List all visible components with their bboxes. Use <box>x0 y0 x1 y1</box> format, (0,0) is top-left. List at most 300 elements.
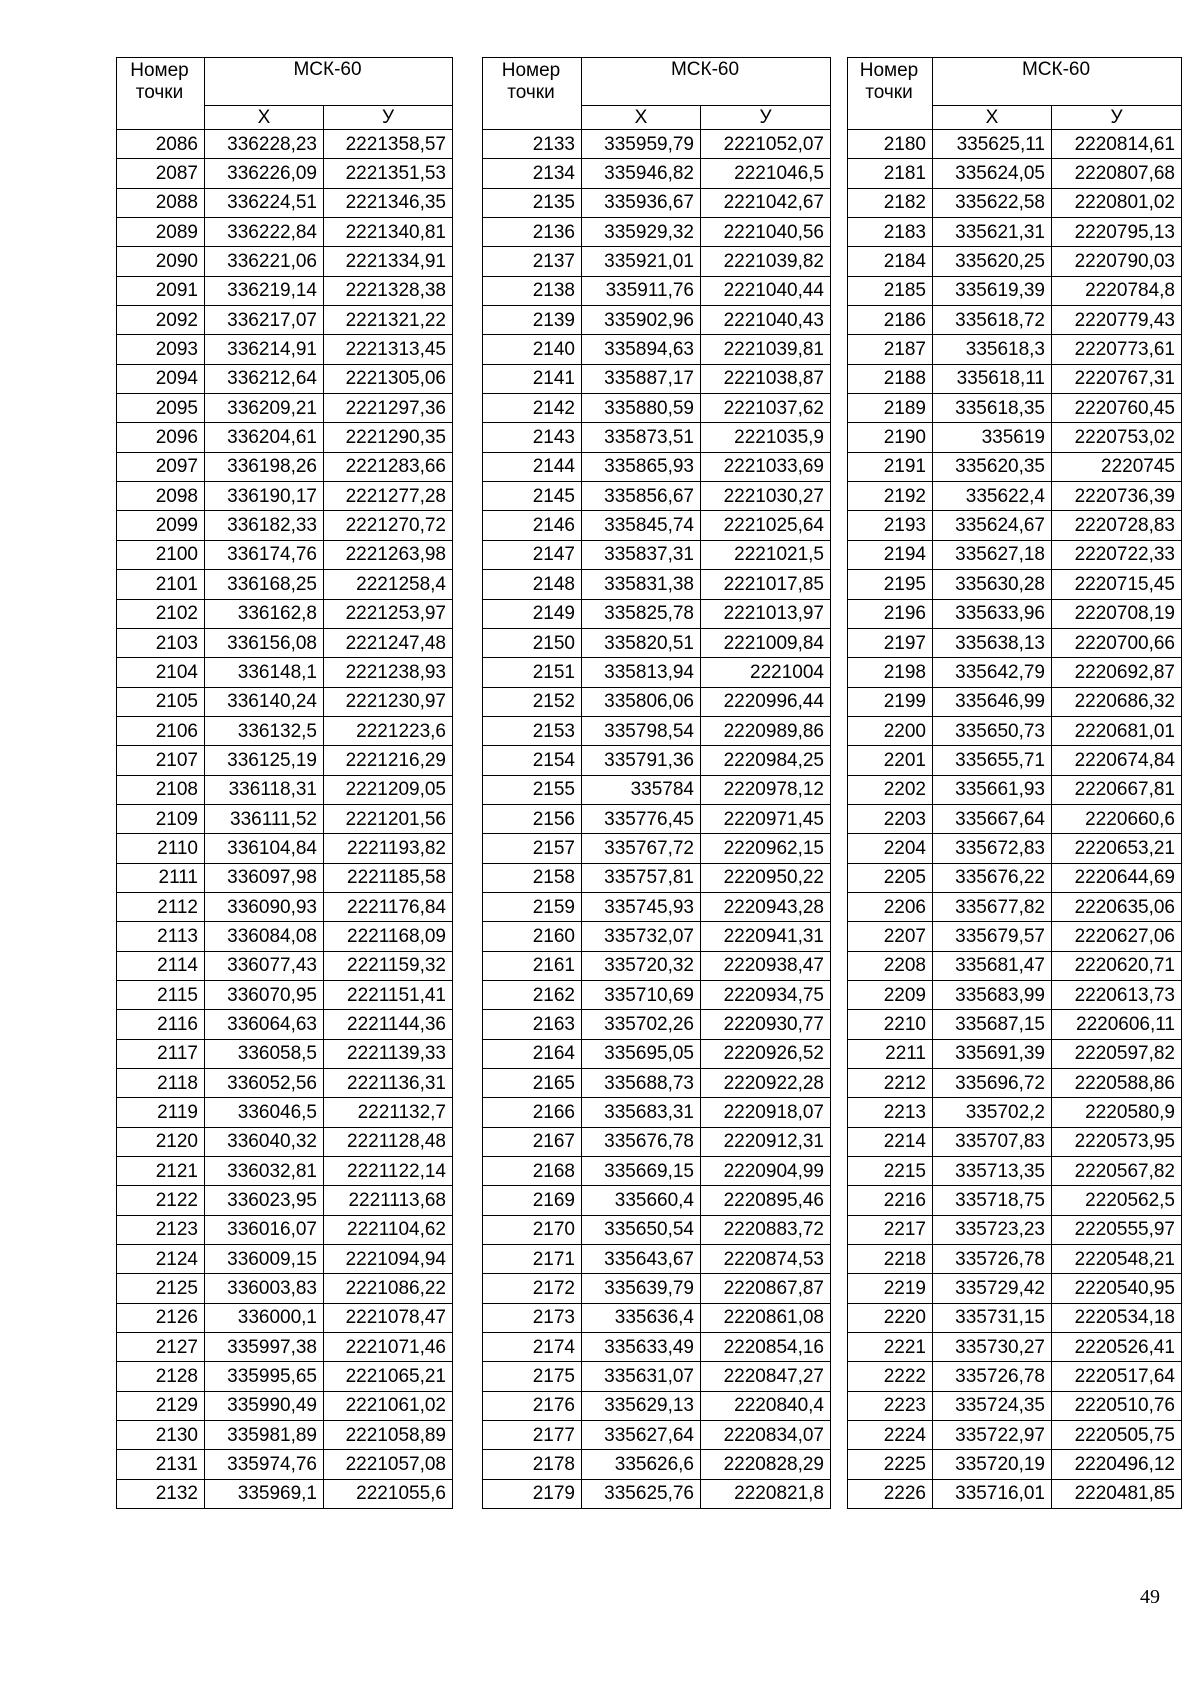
y-coordinate-cell: 2220922,28 <box>701 1069 831 1098</box>
point-number-cell: 2182 <box>848 188 933 217</box>
y-coordinate-cell: 2220784,8 <box>1052 276 1182 305</box>
y-coordinate-cell: 2221136,31 <box>324 1069 453 1098</box>
point-number-cell: 2104 <box>117 658 205 687</box>
y-coordinate-cell: 2221230,97 <box>324 687 453 716</box>
x-coordinate-cell: 335856,67 <box>582 482 701 511</box>
x-coordinate-cell: 335618,3 <box>933 335 1052 364</box>
table-row <box>848 1098 1182 1127</box>
x-coordinate-cell: 335676,22 <box>933 863 1052 892</box>
table-row <box>483 1333 831 1362</box>
point-number-cell: 2184 <box>848 247 933 276</box>
page-number: 49 <box>1140 1586 1160 1608</box>
x-coordinate-cell: 335683,31 <box>582 1098 701 1127</box>
y-coordinate-cell: 2221039,82 <box>701 247 831 276</box>
table-row <box>848 188 1182 217</box>
y-coordinate-cell: 2220801,02 <box>1052 188 1182 217</box>
point-number-cell: 2216 <box>848 1186 933 1215</box>
x-coordinate-cell: 335622,58 <box>933 188 1052 217</box>
table-row <box>483 1450 831 1479</box>
x-coordinate-cell: 335679,57 <box>933 922 1052 951</box>
x-coordinate-cell: 336214,91 <box>205 335 324 364</box>
table-row <box>117 1098 453 1127</box>
y-coordinate-cell: 2221321,22 <box>324 306 453 335</box>
point-number-cell: 2196 <box>848 599 933 628</box>
y-coordinate-cell: 2221258,4 <box>324 570 453 599</box>
y-coordinate-cell: 2220941,31 <box>701 922 831 951</box>
x-coordinate-cell: 335620,25 <box>933 247 1052 276</box>
y-coordinate-cell: 2220510,76 <box>1052 1391 1182 1420</box>
point-number-cell: 2149 <box>483 599 582 628</box>
y-coordinate-cell: 2220962,15 <box>701 834 831 863</box>
point-number-cell: 2094 <box>117 364 205 393</box>
x-coordinate-cell: 335619 <box>933 423 1052 452</box>
x-coordinate-cell: 335621,31 <box>933 218 1052 247</box>
y-coordinate-cell: 2220736,39 <box>1052 482 1182 511</box>
y-coordinate-cell: 2221058,89 <box>324 1421 453 1450</box>
x-coordinate-cell: 336111,52 <box>205 804 324 833</box>
table-row <box>117 1333 453 1362</box>
table-row <box>848 511 1182 540</box>
x-coordinate-cell: 335729,42 <box>933 1274 1052 1303</box>
table-row <box>117 130 453 159</box>
y-coordinate-cell: 2221038,87 <box>701 364 831 393</box>
y-coordinate-cell: 2220828,29 <box>701 1450 831 1479</box>
x-coordinate-cell: 336156,08 <box>205 628 324 657</box>
y-coordinate-cell: 2220692,87 <box>1052 658 1182 687</box>
table-row <box>848 1421 1182 1450</box>
y-coordinate-cell: 2221168,09 <box>324 922 453 951</box>
point-number-cell: 2186 <box>848 306 933 335</box>
y-coordinate-cell: 2221104,62 <box>324 1215 453 1244</box>
coord-system-header: МСК-60 <box>582 58 831 106</box>
x-coordinate-cell: 335798,54 <box>582 716 701 745</box>
point-number-cell: 2189 <box>848 394 933 423</box>
y-coordinate-cell: 2221151,41 <box>324 980 453 1009</box>
y-coordinate-cell: 2221305,06 <box>324 364 453 393</box>
point-number-cell: 2112 <box>117 892 205 921</box>
x-coordinate-cell: 335726,78 <box>933 1245 1052 1274</box>
table-row <box>848 452 1182 481</box>
y-coordinate-cell: 2221334,91 <box>324 247 453 276</box>
y-coordinate-cell: 2221313,45 <box>324 335 453 364</box>
table-row <box>848 218 1182 247</box>
table-row <box>117 951 453 980</box>
x-coordinate-cell: 336132,5 <box>205 716 324 745</box>
point-number-cell: 2108 <box>117 775 205 804</box>
table-row <box>117 1421 453 1450</box>
x-coordinate-cell: 335683,99 <box>933 980 1052 1009</box>
y-coordinate-cell: 2221122,14 <box>324 1157 453 1186</box>
x-coordinate-cell: 336118,31 <box>205 775 324 804</box>
point-number-cell: 2093 <box>117 335 205 364</box>
point-number-cell: 2105 <box>117 687 205 716</box>
x-coordinate-cell: 336040,32 <box>205 1127 324 1156</box>
point-number-cell: 2160 <box>483 922 582 951</box>
table-row <box>848 834 1182 863</box>
table-row <box>848 1157 1182 1186</box>
x-coordinate-cell: 335618,35 <box>933 394 1052 423</box>
point-number-cell: 2111 <box>117 863 205 892</box>
point-number-cell: 2140 <box>483 335 582 364</box>
point-number-cell: 2086 <box>117 130 205 159</box>
x-coordinate-cell: 335716,01 <box>933 1479 1052 1508</box>
table-row <box>483 599 831 628</box>
table-row <box>483 834 831 863</box>
point-number-cell: 2171 <box>483 1245 582 1274</box>
point-number-cell: 2170 <box>483 1215 582 1244</box>
y-coordinate-cell: 2221013,97 <box>701 599 831 628</box>
point-number-cell: 2222 <box>848 1362 933 1391</box>
point-number-cell: 2153 <box>483 716 582 745</box>
y-coordinate-cell: 2221065,21 <box>324 1362 453 1391</box>
x-coordinate-cell: 335902,96 <box>582 306 701 335</box>
y-coordinate-cell: 2220883,72 <box>701 1215 831 1244</box>
y-coordinate-cell: 2220834,07 <box>701 1421 831 1450</box>
point-number-cell: 2174 <box>483 1333 582 1362</box>
x-coordinate-cell: 336046,5 <box>205 1098 324 1127</box>
x-coordinate-cell: 335997,38 <box>205 1333 324 1362</box>
y-header: У <box>701 106 831 130</box>
table-row <box>117 804 453 833</box>
table-row <box>117 1479 453 1508</box>
y-coordinate-cell: 2220874,53 <box>701 1245 831 1274</box>
table-row <box>848 1391 1182 1420</box>
y-coordinate-cell: 2220715,45 <box>1052 570 1182 599</box>
point-number-cell: 2139 <box>483 306 582 335</box>
point-number-cell: 2107 <box>117 746 205 775</box>
y-coordinate-cell: 2220971,45 <box>701 804 831 833</box>
x-coordinate-cell: 336077,43 <box>205 951 324 980</box>
y-coordinate-cell: 2221035,9 <box>701 423 831 452</box>
point-number-cell: 2129 <box>117 1391 205 1420</box>
x-coordinate-cell: 335624,67 <box>933 511 1052 540</box>
x-coordinate-cell: 335731,15 <box>933 1303 1052 1332</box>
y-coordinate-cell: 2221052,07 <box>701 130 831 159</box>
y-coordinate-cell: 2221128,48 <box>324 1127 453 1156</box>
y-coordinate-cell: 2221040,56 <box>701 218 831 247</box>
x-coordinate-cell: 335681,47 <box>933 951 1052 980</box>
point-number-cell: 2114 <box>117 951 205 980</box>
table-row <box>848 1127 1182 1156</box>
point-number-header: Номер точки <box>117 58 205 130</box>
y-coordinate-cell: 2220562,5 <box>1052 1186 1182 1215</box>
point-number-cell: 2088 <box>117 188 205 217</box>
point-number-cell: 2154 <box>483 746 582 775</box>
x-coordinate-cell: 335687,15 <box>933 1010 1052 1039</box>
y-coordinate-cell: 2221094,94 <box>324 1245 453 1274</box>
x-coordinate-cell: 336222,84 <box>205 218 324 247</box>
y-coordinate-cell: 2220760,45 <box>1052 394 1182 423</box>
table-row <box>483 364 831 393</box>
x-coordinate-cell: 335806,06 <box>582 687 701 716</box>
table-row <box>483 1010 831 1039</box>
y-coordinate-cell: 2220567,82 <box>1052 1157 1182 1186</box>
x-coordinate-cell: 335820,51 <box>582 628 701 657</box>
table-row <box>117 1157 453 1186</box>
table-row <box>848 628 1182 657</box>
point-number-cell: 2217 <box>848 1215 933 1244</box>
y-coordinate-cell: 2221033,69 <box>701 452 831 481</box>
y-coordinate-cell: 2221078,47 <box>324 1303 453 1332</box>
x-coordinate-cell: 335745,93 <box>582 892 701 921</box>
x-coordinate-cell: 336168,25 <box>205 570 324 599</box>
x-coordinate-cell: 335713,35 <box>933 1157 1052 1186</box>
table-row <box>117 218 453 247</box>
point-number-header: Номер точки <box>848 58 933 130</box>
x-coordinate-cell: 335629,13 <box>582 1391 701 1420</box>
y-coordinate-cell: 2220534,18 <box>1052 1303 1182 1332</box>
x-coordinate-cell: 336221,06 <box>205 247 324 276</box>
table-row <box>117 1186 453 1215</box>
table-row <box>483 863 831 892</box>
point-number-cell: 2177 <box>483 1421 582 1450</box>
table-row <box>117 834 453 863</box>
table-row <box>483 276 831 305</box>
y-coordinate-cell: 2221046,5 <box>701 159 831 188</box>
y-coordinate-cell: 2221351,53 <box>324 159 453 188</box>
table-row <box>117 922 453 951</box>
point-number-cell: 2087 <box>117 159 205 188</box>
table-row <box>117 628 453 657</box>
x-coordinate-cell: 336125,19 <box>205 746 324 775</box>
point-number-cell: 2223 <box>848 1391 933 1420</box>
point-number-cell: 2178 <box>483 1450 582 1479</box>
point-number-cell: 2205 <box>848 863 933 892</box>
x-coordinate-cell: 335696,72 <box>933 1069 1052 1098</box>
table-row <box>848 1215 1182 1244</box>
y-coordinate-cell: 2220517,64 <box>1052 1362 1182 1391</box>
y-coordinate-cell: 2220526,41 <box>1052 1333 1182 1362</box>
y-coordinate-cell: 2221042,67 <box>701 188 831 217</box>
y-coordinate-cell: 2220573,95 <box>1052 1127 1182 1156</box>
x-coordinate-cell: 335723,23 <box>933 1215 1052 1244</box>
point-number-cell: 2116 <box>117 1010 205 1039</box>
y-coordinate-cell: 2220854,16 <box>701 1333 831 1362</box>
point-number-cell: 2096 <box>117 423 205 452</box>
table-row <box>483 452 831 481</box>
y-coordinate-cell: 2220918,07 <box>701 1098 831 1127</box>
x-coordinate-cell: 336009,15 <box>205 1245 324 1274</box>
point-number-cell: 2215 <box>848 1157 933 1186</box>
table-row <box>483 1245 831 1274</box>
point-number-cell: 2143 <box>483 423 582 452</box>
table-row <box>848 746 1182 775</box>
coord-system-header: МСК-60 <box>933 58 1182 106</box>
table-row <box>848 1010 1182 1039</box>
x-coordinate-cell: 336224,51 <box>205 188 324 217</box>
x-coordinate-cell: 335831,38 <box>582 570 701 599</box>
table-row <box>483 922 831 951</box>
table-row <box>848 306 1182 335</box>
point-number-cell: 2106 <box>117 716 205 745</box>
table-row <box>483 423 831 452</box>
table-row <box>848 687 1182 716</box>
point-number-cell: 2092 <box>117 306 205 335</box>
table-row <box>483 1421 831 1450</box>
table-row <box>848 1245 1182 1274</box>
table-row <box>117 1303 453 1332</box>
y-coordinate-cell: 2221159,32 <box>324 951 453 980</box>
point-number-cell: 2130 <box>117 1421 205 1450</box>
table-row <box>483 658 831 687</box>
point-number-cell: 2137 <box>483 247 582 276</box>
point-number-cell: 2110 <box>117 834 205 863</box>
table-row <box>483 335 831 364</box>
x-coordinate-cell: 335969,1 <box>205 1479 324 1508</box>
y-coordinate-cell: 2220708,19 <box>1052 599 1182 628</box>
table-row <box>117 482 453 511</box>
table-row <box>483 628 831 657</box>
x-coordinate-cell: 336070,95 <box>205 980 324 1009</box>
y-coordinate-cell: 2221283,66 <box>324 452 453 481</box>
table-row <box>848 335 1182 364</box>
table-row <box>848 1069 1182 1098</box>
table-row <box>483 218 831 247</box>
x-coordinate-cell: 335638,13 <box>933 628 1052 657</box>
table-row <box>848 1186 1182 1215</box>
x-coordinate-cell: 335650,73 <box>933 716 1052 745</box>
y-coordinate-cell: 2220943,28 <box>701 892 831 921</box>
table-row <box>117 892 453 921</box>
table-row <box>117 1069 453 1098</box>
x-coordinate-cell: 336016,07 <box>205 1215 324 1244</box>
point-number-cell: 2161 <box>483 951 582 980</box>
table-row <box>117 540 453 569</box>
table-row <box>848 394 1182 423</box>
point-number-cell: 2128 <box>117 1362 205 1391</box>
x-coordinate-cell: 335677,82 <box>933 892 1052 921</box>
y-coordinate-cell: 2220867,87 <box>701 1274 831 1303</box>
table-row <box>848 276 1182 305</box>
table-row <box>483 1391 831 1420</box>
y-coordinate-cell: 2220580,9 <box>1052 1098 1182 1127</box>
y-coordinate-cell: 2221040,43 <box>701 306 831 335</box>
y-coordinate-cell: 2220681,01 <box>1052 716 1182 745</box>
x-coordinate-cell: 335784 <box>582 775 701 804</box>
y-coordinate-cell: 2220496,12 <box>1052 1450 1182 1479</box>
table-row <box>848 482 1182 511</box>
table-row <box>117 1391 453 1420</box>
x-coordinate-cell: 335767,72 <box>582 834 701 863</box>
coord-system-header: МСК-60 <box>205 58 453 106</box>
point-number-cell: 2218 <box>848 1245 933 1274</box>
point-number-cell: 2156 <box>483 804 582 833</box>
table-row <box>848 716 1182 745</box>
point-number-cell: 2148 <box>483 570 582 599</box>
y-coordinate-cell: 2221223,6 <box>324 716 453 745</box>
table-row <box>483 1157 831 1186</box>
table-row <box>117 1215 453 1244</box>
x-coordinate-cell: 335676,78 <box>582 1127 701 1156</box>
point-number-cell: 2199 <box>848 687 933 716</box>
y-coordinate-cell: 2221004 <box>701 658 831 687</box>
table-row <box>483 1039 831 1068</box>
point-number-cell: 2203 <box>848 804 933 833</box>
y-coordinate-cell: 2220840,4 <box>701 1391 831 1420</box>
point-number-cell: 2089 <box>117 218 205 247</box>
y-coordinate-cell: 2220950,22 <box>701 863 831 892</box>
x-coordinate-cell: 335921,01 <box>582 247 701 276</box>
x-coordinate-cell: 336140,24 <box>205 687 324 716</box>
point-number-cell: 2166 <box>483 1098 582 1127</box>
coordinates-table-1 <box>116 57 453 1509</box>
x-coordinate-cell: 335720,32 <box>582 951 701 980</box>
point-number-cell: 2134 <box>483 159 582 188</box>
y-coordinate-cell: 2220613,73 <box>1052 980 1182 1009</box>
x-coordinate-cell: 336052,56 <box>205 1069 324 1098</box>
point-number-cell: 2159 <box>483 892 582 921</box>
x-coordinate-cell: 336104,84 <box>205 834 324 863</box>
x-coordinate-cell: 335894,63 <box>582 335 701 364</box>
table-row <box>848 130 1182 159</box>
x-coordinate-cell: 335995,65 <box>205 1362 324 1391</box>
table-row <box>117 716 453 745</box>
point-number-cell: 2200 <box>848 716 933 745</box>
y-coordinate-cell: 2221253,97 <box>324 599 453 628</box>
x-coordinate-cell: 335724,35 <box>933 1391 1052 1420</box>
x-coordinate-cell: 335655,71 <box>933 746 1052 775</box>
x-coordinate-cell: 335825,78 <box>582 599 701 628</box>
point-number-cell: 2101 <box>117 570 205 599</box>
table-row <box>117 394 453 423</box>
table-row <box>483 1069 831 1098</box>
table-row <box>117 1245 453 1274</box>
y-coordinate-cell: 2221216,29 <box>324 746 453 775</box>
y-coordinate-cell: 2220912,31 <box>701 1127 831 1156</box>
x-coordinate-cell: 335626,6 <box>582 1450 701 1479</box>
y-coordinate-cell: 2221297,36 <box>324 394 453 423</box>
coordinates-table-2 <box>482 57 831 1509</box>
y-coordinate-cell: 2220790,03 <box>1052 247 1182 276</box>
point-number-cell: 2098 <box>117 482 205 511</box>
table-row <box>117 364 453 393</box>
x-coordinate-cell: 336023,95 <box>205 1186 324 1215</box>
y-coordinate-cell: 2220674,84 <box>1052 746 1182 775</box>
x-coordinate-cell: 335981,89 <box>205 1421 324 1450</box>
table-row <box>483 1362 831 1391</box>
x-coordinate-cell: 335732,07 <box>582 922 701 951</box>
table-row <box>117 746 453 775</box>
x-coordinate-cell: 336000,1 <box>205 1303 324 1332</box>
y-coordinate-cell: 2221185,58 <box>324 863 453 892</box>
y-coordinate-cell: 2220606,11 <box>1052 1010 1182 1039</box>
coordinates-table-3 <box>847 57 1182 1509</box>
x-coordinate-cell: 335627,18 <box>933 540 1052 569</box>
point-number-cell: 2165 <box>483 1069 582 1098</box>
table-row <box>117 980 453 1009</box>
x-coordinate-cell: 335661,93 <box>933 775 1052 804</box>
table-row <box>483 892 831 921</box>
point-number-cell: 2152 <box>483 687 582 716</box>
table-row <box>848 599 1182 628</box>
table-row <box>483 951 831 980</box>
point-number-cell: 2213 <box>848 1098 933 1127</box>
point-number-cell: 2109 <box>117 804 205 833</box>
point-number-cell: 2099 <box>117 511 205 540</box>
point-number-cell: 2138 <box>483 276 582 305</box>
table-row <box>848 364 1182 393</box>
table-row <box>483 306 831 335</box>
point-number-cell: 2131 <box>117 1450 205 1479</box>
point-number-cell: 2180 <box>848 130 933 159</box>
y-coordinate-cell: 2221086,22 <box>324 1274 453 1303</box>
y-coordinate-cell: 2221201,56 <box>324 804 453 833</box>
point-number-cell: 2158 <box>483 863 582 892</box>
y-coordinate-cell: 2221057,08 <box>324 1450 453 1479</box>
x-coordinate-cell: 335669,15 <box>582 1157 701 1186</box>
y-coordinate-cell: 2220700,66 <box>1052 628 1182 657</box>
point-number-cell: 2136 <box>483 218 582 247</box>
